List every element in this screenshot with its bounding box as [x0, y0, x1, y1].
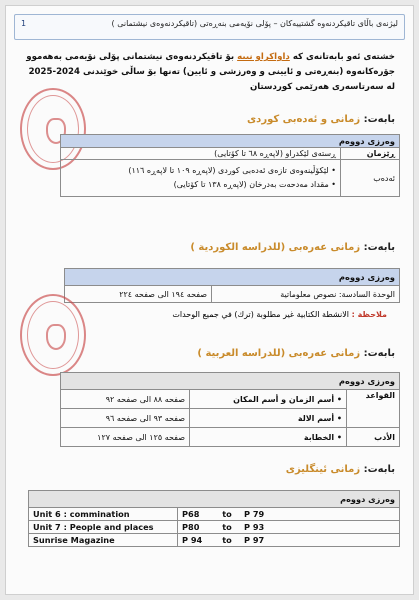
section-title-english — [286, 464, 395, 475]
from-page: P 94 — [178, 534, 215, 547]
arabic-kurdish-table — [64, 268, 400, 303]
row-item: • مقداد مەدحەت بەدرخان (لاپەڕە ١٣٨ تا كۆتایی) — [65, 178, 336, 192]
table-row — [61, 160, 400, 197]
intro-paragraph — [24, 50, 395, 95]
section-label: بابەت: — [363, 348, 395, 359]
document-page — [5, 5, 414, 595]
unit-cell: Sunrise Magazine — [29, 534, 178, 547]
row-item: • لێكۆڵینەوەی تازەی ئەدەبی كوردی (لاپەڕە ١٠٩ تا لاپەڕە ١١٦) — [65, 164, 336, 178]
section-title-arabic-kurdish — [190, 242, 395, 253]
to-word: to — [214, 521, 240, 534]
document-header — [14, 14, 405, 40]
topic-cell: • الخطابة — [190, 428, 347, 447]
table-row — [29, 521, 400, 534]
topic-cell: • أسم الالة — [190, 409, 347, 428]
unit-cell: Unit 7 : People and places — [29, 521, 178, 534]
kurdish-table — [60, 134, 400, 197]
row-label: ئەدەب — [341, 160, 400, 197]
section-label: بابەت: — [363, 114, 395, 125]
note-label: ملاحظة : — [351, 310, 387, 319]
note-text: الانشطة الكتابية غير مطلوبة (ترك) في جميع الوحدات — [172, 310, 350, 319]
to-page: P 79 — [240, 508, 400, 521]
table-header: وەرزی دووەم — [65, 269, 400, 286]
official-stamp — [20, 294, 86, 376]
table-row — [29, 508, 400, 521]
english-table — [28, 490, 400, 547]
from-page: P80 — [178, 521, 215, 534]
table-row — [61, 428, 400, 447]
section-label: بابەت: — [363, 464, 395, 475]
table-row — [65, 286, 400, 303]
section-subject: زمانی عەرەبی (للدراسە الكوردیة ) — [190, 242, 361, 253]
section-title-arabic — [197, 348, 395, 359]
pages-cell: صفحه ١٩٤ الی صفحه ٢٢٤ — [65, 286, 212, 303]
intro-text-2: بۆ تاقیكردنەوەی نیشتمانی پۆلی نۆیەمی بەهەموو جۆرەكانەوە (بنەڕەتی و ئایینی و وەرزشی و ئایین) تەنها بۆ ساڵی خوێندنی 2024-2025 لە سەرتاسەری هەرێمی كوردستان — [26, 52, 395, 92]
row-item: ڕستەی لێكدراو (لاپەڕە ٦٨ تا كۆتایی) — [61, 148, 341, 160]
section-subject: زمانی عەرەبی (للدراسە العربیة ) — [197, 348, 361, 359]
from-page: P68 — [178, 508, 215, 521]
section-subject: زمانی و ئەدەبی كوردی — [247, 114, 361, 125]
table-row — [29, 534, 400, 547]
section-title-kurdish — [247, 114, 395, 125]
table-row — [61, 390, 400, 409]
intro-text-1: خشتەی ئەو بابەتانەی كە — [289, 52, 395, 62]
table-row — [61, 148, 400, 160]
row-label: ڕێزمان — [341, 148, 400, 160]
pages-cell: صفحه ٩٣ الی صفحه ٩٦ — [61, 409, 190, 428]
to-page: P 97 — [240, 534, 400, 547]
topic-cell: • أسم الزمان و أسم المكان — [190, 390, 347, 409]
category-cell: الأدب — [347, 428, 400, 447]
unit-cell: الوحدة السادسة: نصوص معلوماتية — [212, 286, 400, 303]
to-page: P 93 — [240, 521, 400, 534]
table-header: وەرزی دووەم — [29, 491, 400, 508]
unit-cell: Unit 6 : commination — [29, 508, 178, 521]
section-label: بابەت: — [363, 242, 395, 253]
intro-highlight: داواكراو نییە — [237, 52, 290, 62]
table-header: وەرزی دووەم — [61, 135, 400, 148]
note — [172, 310, 387, 319]
page-number: 1 — [21, 19, 27, 28]
row-items — [61, 160, 341, 197]
table-header: وەرزی دووەم — [61, 373, 400, 390]
pages-cell: صفحه ١٢٥ الی صفحه ١٢٧ — [61, 428, 190, 447]
category-cell: القواعد — [347, 390, 400, 428]
to-word: to — [214, 508, 240, 521]
section-subject: زمانی ئینگلیزی — [285, 464, 361, 475]
arabic-table — [60, 372, 400, 447]
pages-cell: صفحه ٨٨ الی صفحه ٩٢ — [61, 390, 190, 409]
header-title: لیژنەی باڵای تاقیکردنەوە گشتییەکان – پۆلی نۆیەمی بنەڕەتی (تاقیکردنەوەی نیشتمانی ) — [111, 19, 398, 28]
to-word: to — [214, 534, 240, 547]
